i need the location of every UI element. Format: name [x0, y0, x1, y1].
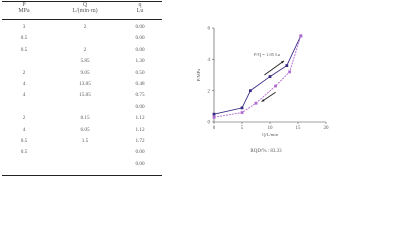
- table-cell: 1.30: [135, 58, 145, 65]
- table-header-2: [120, 2, 160, 14]
- x-tick-label: 20: [323, 126, 329, 131]
- y-tick-label: 6: [207, 26, 210, 32]
- y-tick-label: 2: [207, 89, 210, 95]
- table-cell: 3: [22, 24, 26, 30]
- table-cell: 0.48: [135, 81, 145, 87]
- table-cell: 2: [22, 115, 26, 122]
- table-cell: 9.05: [80, 69, 90, 76]
- header-line1: P: [22, 2, 26, 8]
- data-point: [255, 102, 258, 105]
- table-cell: 1.12: [135, 115, 145, 122]
- table-cell: 2: [83, 46, 87, 53]
- table-header-1: [60, 2, 110, 14]
- table-header-0: [4, 2, 44, 14]
- header-line1: Q: [82, 2, 88, 8]
- data-point: [299, 34, 302, 37]
- data-point: [213, 116, 216, 119]
- pressure-flow-chart: [180, 18, 350, 158]
- table-cell: 0.50: [135, 69, 145, 76]
- table-cell: 0.75: [135, 92, 145, 99]
- data-point: [274, 85, 277, 88]
- table-cell: 0.00: [135, 103, 145, 110]
- table-cell: 8.15: [80, 115, 90, 122]
- header-line2: Lu: [136, 8, 144, 14]
- chart-annotation: P/Q = 1.05 Lu: [254, 52, 281, 58]
- table-cell: 4: [22, 92, 26, 99]
- x-tick-label: 10: [267, 126, 273, 131]
- x-tick-label: 15: [295, 126, 301, 131]
- data-point: [241, 107, 244, 110]
- data-point: [288, 70, 291, 73]
- table-header-rule: [2, 19, 162, 20]
- header-line2: L/(min·m): [72, 8, 98, 14]
- table-cell: 0.00: [135, 46, 145, 53]
- table-cell: 2: [22, 69, 26, 76]
- data-point: [213, 113, 216, 116]
- header-line1: q: [138, 2, 142, 8]
- x-tick-label: 5: [240, 126, 244, 131]
- data-point: [241, 111, 244, 114]
- table-cell: 4: [22, 126, 26, 133]
- table-cell: 0.00: [135, 35, 145, 42]
- table-cell: 6.05: [80, 126, 90, 133]
- y-tick-label: 4: [207, 57, 210, 63]
- header-line2: MPa: [18, 8, 30, 14]
- table-cell: 0.5: [20, 46, 28, 53]
- table-cell: 0.5: [20, 35, 28, 42]
- table-cell: 0.00: [135, 149, 145, 156]
- loading-arrow: [264, 61, 284, 75]
- x-tick-label: 0: [212, 126, 216, 131]
- y-axis-label: P/MPa: [196, 68, 201, 82]
- x-axis-label: Q/L/min: [262, 132, 278, 137]
- table-cell: 1.72: [135, 138, 145, 144]
- table-cell: 4: [22, 81, 26, 87]
- table-cell: 0.5: [20, 138, 28, 144]
- table-cell: 15.05: [79, 92, 91, 99]
- y-tick-label: 0: [207, 120, 210, 126]
- table-cell: 1.5: [81, 138, 89, 144]
- table-bottom-rule: [2, 175, 162, 176]
- data-point: [269, 75, 272, 78]
- chart-footer: RQD/% : 83.33: [250, 149, 282, 154]
- table-cell: 1.12: [135, 126, 145, 133]
- table-cell: 0.00: [135, 160, 145, 167]
- table-cell: 0.00: [135, 24, 145, 30]
- table-cell: 13.05: [79, 81, 91, 87]
- table-cell: 5.85: [80, 58, 90, 65]
- table-cell: 0.5: [20, 149, 28, 156]
- series-line-1: [214, 36, 301, 117]
- data-point: [249, 89, 252, 92]
- table-cell: 2: [83, 24, 87, 30]
- data-point: [285, 64, 288, 67]
